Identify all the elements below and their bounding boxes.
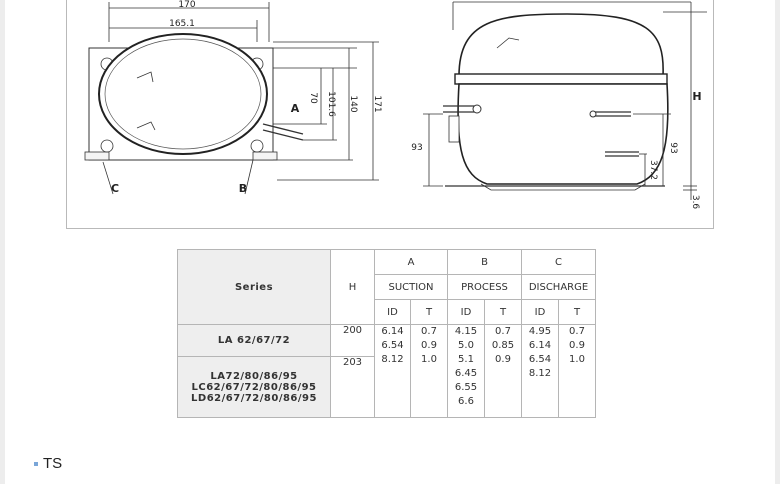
dim-93-right: 93: [668, 142, 678, 154]
dim-h: H: [692, 90, 702, 103]
model-name: LA72/80/86/95: [210, 370, 298, 382]
sub-header-id: ID: [375, 300, 411, 325]
cell-value: 4.15: [454, 326, 478, 337]
series-cell: [178, 357, 331, 418]
compressor-technical-drawing: [66, 0, 714, 229]
cell-value: 0.9: [495, 354, 511, 365]
left-view: [85, 0, 382, 195]
bullet-icon: [34, 462, 38, 466]
cell-value: 6.54: [381, 340, 404, 351]
dim-37-2: 37.2: [648, 159, 658, 181]
discharge-id-cell: [522, 325, 559, 418]
dim-3-6: 3.6: [690, 194, 700, 210]
sub-header-id: ID: [448, 300, 485, 325]
cell-value: 0.9: [569, 340, 585, 351]
dim-140: 140: [348, 95, 358, 113]
dim-165-1: 165.1: [169, 19, 195, 29]
h-value: 200: [331, 325, 375, 357]
process-t-cell: [485, 325, 522, 418]
cell-value: 6.6: [458, 396, 474, 407]
cell-value: 8.12: [381, 354, 404, 365]
model-name: LD62/67/72/80/86/95: [191, 392, 317, 404]
cell-value: 0.9: [421, 340, 437, 351]
label-c: C: [110, 182, 120, 195]
cell-value: 6.14: [528, 340, 552, 351]
group-a-name: SUCTION: [375, 275, 448, 300]
cell-value: 5.1: [458, 354, 474, 365]
model-name: LC62/67/72/80/86/95: [191, 381, 317, 393]
right-view: [411, 2, 707, 209]
cell-value: 0.7: [569, 326, 585, 337]
dim-93-left: 93: [411, 143, 423, 153]
dim-101-6: 101.6: [326, 91, 336, 117]
cell-value: 4.95: [528, 326, 552, 337]
group-a-letter: A: [375, 250, 448, 275]
cell-value: 1.0: [569, 354, 585, 365]
cell-value: 1.0: [421, 354, 437, 365]
cell-value: 6.14: [381, 326, 404, 337]
group-b-name: PROCESS: [448, 275, 522, 300]
process-id-cell: [448, 325, 485, 418]
cell-value: 6.55: [454, 382, 478, 393]
sub-header-t: T: [411, 300, 448, 325]
cell-value: 6.45: [454, 368, 478, 379]
cell-value: 0.7: [495, 326, 511, 337]
label-b: B: [238, 182, 248, 195]
dim-70: 70: [308, 92, 318, 104]
dim-170: 170: [178, 0, 196, 10]
cell-value: 6.54: [528, 354, 552, 365]
cell-value: 0.7: [421, 326, 437, 337]
h-value: 203: [331, 357, 375, 418]
group-b-letter: B: [448, 250, 522, 275]
label-a: A: [290, 102, 300, 115]
cell-value: 8.12: [528, 368, 552, 379]
sub-header-id: ID: [522, 300, 559, 325]
sub-header-t: T: [559, 300, 596, 325]
series-header: Series: [178, 250, 331, 325]
page-body: [5, 0, 775, 484]
suction-t-cell: [411, 325, 448, 418]
spec-table: [177, 249, 596, 418]
series-cell: [178, 325, 331, 357]
group-c-letter: C: [522, 250, 596, 275]
cell-value: 0.85: [491, 340, 515, 351]
h-header: H: [331, 250, 375, 325]
discharge-t-cell: [559, 325, 596, 418]
section-title: TS: [43, 455, 63, 472]
section-heading: [34, 455, 62, 472]
model-name: LA 62/67/72: [217, 335, 291, 346]
group-c-name: DISCHARGE: [522, 275, 596, 300]
cell-value: 5.0: [458, 340, 474, 351]
suction-id-cell: [375, 325, 411, 418]
drawing-svg: [67, 0, 713, 228]
dim-171: 171: [372, 95, 382, 113]
sub-header-t: T: [485, 300, 522, 325]
